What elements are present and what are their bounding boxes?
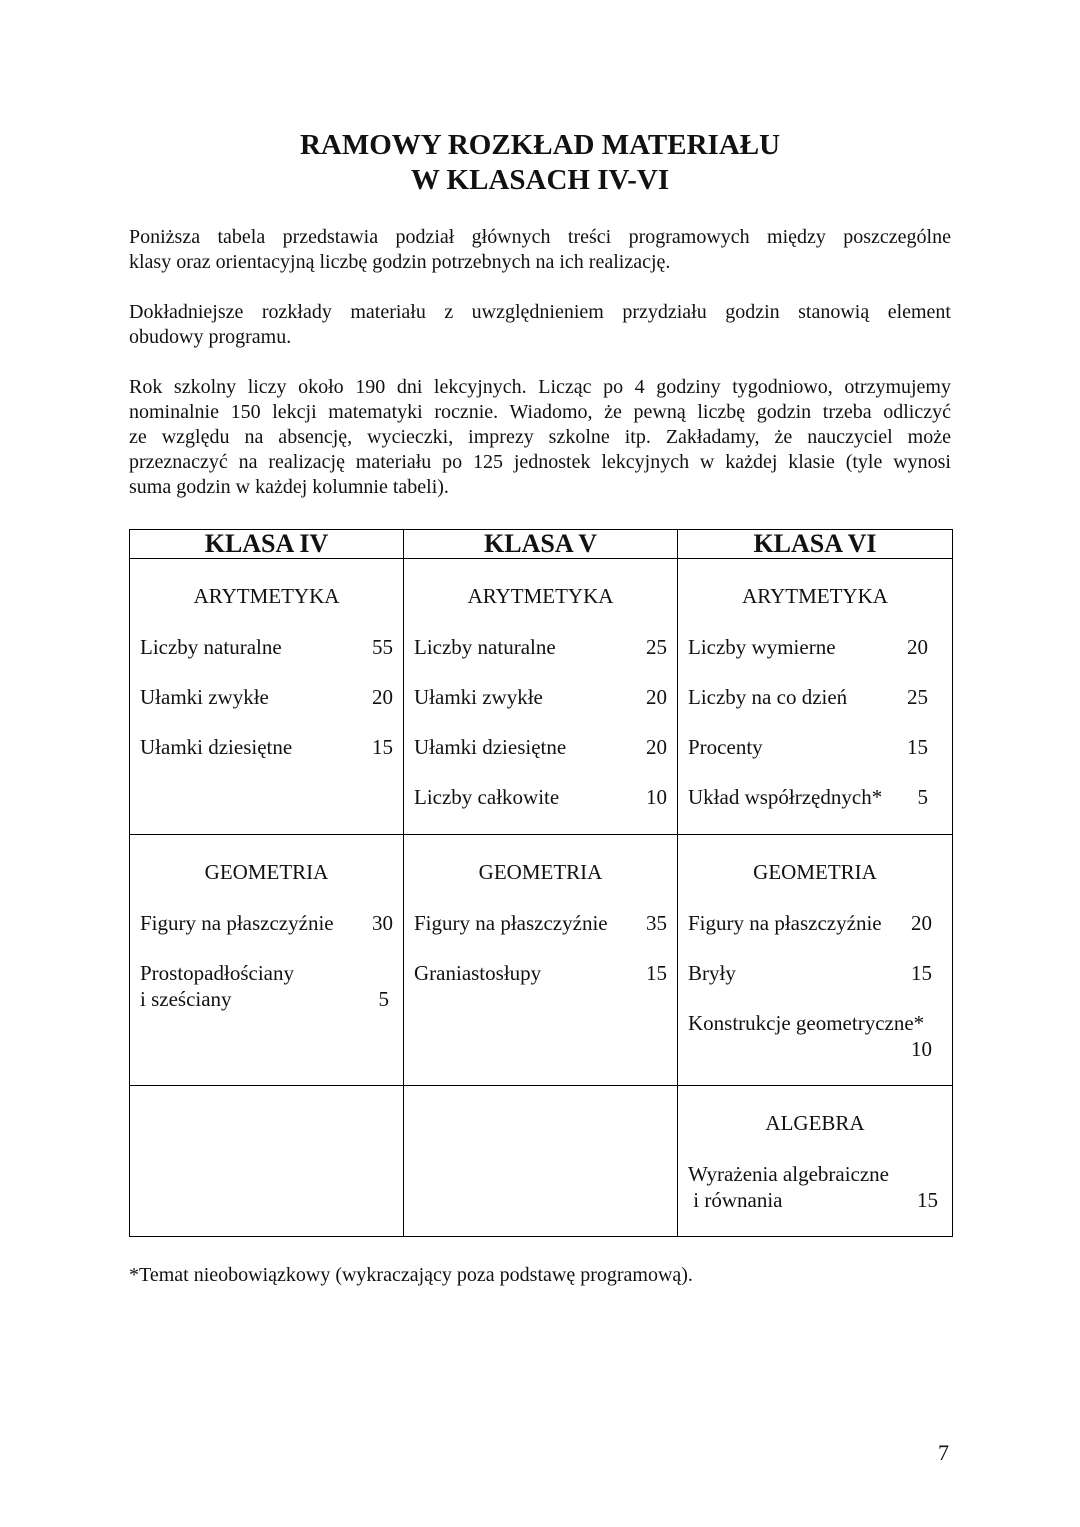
topic-hours: 10: [911, 1037, 932, 1061]
topic-hours: 20: [911, 911, 932, 935]
topic-hours: 15: [372, 735, 393, 759]
topic-name: i równania: [688, 1188, 783, 1212]
topic-hours: 5: [917, 785, 928, 809]
paragraph-1: [129, 225, 951, 275]
topic-hours: 15: [917, 1188, 938, 1212]
k5-geometria-cell: [404, 835, 678, 1086]
topic-hours: 15: [911, 961, 932, 985]
topic-row: [678, 1161, 952, 1213]
topic-row: [130, 684, 403, 710]
topic-hours: 25: [907, 685, 928, 709]
topic-name: Ułamki dziesiętne: [414, 735, 567, 759]
topic-hours: 20: [907, 635, 928, 659]
topic-name: Liczby naturalne: [414, 635, 556, 659]
section-label: ALGEBRA: [765, 1111, 865, 1135]
k6-algebra-cell: [678, 1086, 953, 1237]
topic-row: [404, 734, 677, 760]
topic-hours: 20: [372, 685, 393, 709]
table-header-row: [130, 530, 953, 559]
topic-row: [404, 910, 677, 936]
page-number: 7: [938, 1440, 949, 1465]
k5-empty-cell: [404, 1086, 678, 1237]
k4-empty-cell: [130, 1086, 404, 1237]
topic-hours: 20: [646, 735, 667, 759]
topic-name: Graniastosłupy: [414, 961, 542, 985]
topic-name: Figury na płaszczyźnie: [414, 911, 608, 935]
topic-row: [130, 734, 403, 760]
header-klasa-v: KLASA V: [404, 530, 678, 559]
title-line-1: RAMOWY ROZKŁAD MATERIAŁU: [299, 129, 781, 161]
topic-name: i sześciany: [140, 987, 232, 1011]
topic-row: [678, 734, 952, 760]
topic-row: [404, 684, 677, 710]
topic-name: Figury na płaszczyźnie: [140, 911, 334, 935]
footnote: *Temat nieobowiązkowy (wykraczający poza podstawę programową).: [129, 1264, 693, 1286]
paragraph-3-line: nominalnie 150 lekcji matematyki rocznie. Wiadomo, że pewną liczbę godzin trzeba odliczyć: [129, 401, 951, 423]
topic-hours: 15: [646, 961, 667, 985]
paragraph-3-line: Rok szkolny liczy około 190 dni lekcyjnych. Licząc po 4 godziny tygodniowo, otrzymujemy: [129, 376, 951, 398]
topic-row: [678, 910, 952, 936]
topic-name: Konstrukcje geometryczne*: [688, 1011, 925, 1035]
topic-row: [130, 910, 403, 936]
topic-row: [678, 960, 952, 986]
k4-arytmetyka-cell: [130, 559, 404, 835]
topic-hours: 35: [646, 911, 667, 935]
topic-row: [678, 784, 952, 810]
topic-name: Liczby wymierne: [688, 635, 836, 659]
topic-name: Ułamki dziesiętne: [140, 735, 293, 759]
topic-hours: 20: [646, 685, 667, 709]
topic-name: Procenty: [688, 735, 763, 759]
topic-row: [404, 784, 677, 810]
paragraph-2: [129, 300, 951, 350]
k4-geometria-cell: [130, 835, 404, 1086]
topic-hours: 15: [907, 735, 928, 759]
topic-name: Liczby całkowite: [414, 785, 560, 809]
topic-name: Ułamki zwykłe: [140, 685, 269, 709]
k6-arytmetyka-cell: [678, 559, 953, 835]
topic-row: [678, 1010, 952, 1062]
topic-name: Układ współrzędnych*: [688, 785, 883, 809]
topic-row: [404, 634, 677, 660]
paragraph-1-line: klasy oraz orientacyjną liczbę godzin potrzebnych na ich realizację.: [129, 251, 671, 273]
paragraph-2-line: obudowy programu.: [129, 326, 292, 348]
topic-name: Bryły: [688, 961, 736, 985]
k5-arytmetyka-cell: [404, 559, 678, 835]
topic-hours: 55: [372, 635, 393, 659]
paragraph-3-line: suma godzin w każdej kolumnie tabeli).: [129, 476, 449, 498]
title-line-2: W KLASACH IV-VI: [410, 164, 670, 196]
paragraph-3-line: ze względu na absencję, wycieczki, imprezy szkolne itp. Zakładamy, że nauczyciel może: [129, 426, 951, 448]
geometria-row: [130, 835, 953, 1086]
topic-name: Ułamki zwykłe: [414, 685, 543, 709]
topic-name: Liczby naturalne: [140, 635, 282, 659]
topic-row: [130, 960, 403, 1012]
section-label: ARYTMETYKA: [742, 584, 888, 608]
topic-row: [404, 960, 677, 986]
paragraph-1-line: Poniższa tabela przedstawia podział głównych treści programowych między poszczególne: [129, 226, 951, 248]
header-klasa-iv: KLASA IV: [130, 530, 404, 559]
topic-name: Liczby na co dzień: [688, 685, 848, 709]
algebra-row: [130, 1086, 953, 1237]
topic-name: Figury na płaszczyźnie: [688, 911, 882, 935]
section-label: GEOMETRIA: [478, 860, 603, 884]
topic-row: [678, 634, 952, 660]
page-title: [0, 128, 1080, 198]
paragraph-3: [129, 375, 951, 500]
paragraph-2-line: Dokładniejsze rozkłady materiału z uwzględnieniem przydziału godzin stanowią element: [129, 301, 951, 323]
topic-hours: 30: [372, 911, 393, 935]
topic-hours: 25: [646, 635, 667, 659]
topic-row: [678, 684, 952, 710]
paragraph-3-line: przeznaczyć na realizację materiału po 125 jednostek lekcyjnych w każdej klasie (tyle wynosi: [129, 451, 951, 473]
topic-name: Wyrażenia algebraiczne: [688, 1162, 890, 1186]
section-label: GEOMETRIA: [753, 860, 877, 884]
topic-row: [130, 634, 403, 660]
section-label: ARYTMETYKA: [467, 584, 614, 608]
topic-hours: 5: [378, 987, 389, 1011]
topic-name: Prostopadłościany: [140, 961, 294, 985]
curriculum-table: [129, 529, 953, 1237]
header-klasa-vi: KLASA VI: [678, 530, 953, 559]
arytmetyka-row: [130, 559, 953, 835]
section-label: ARYTMETYKA: [193, 584, 340, 608]
k6-geometria-cell: [678, 835, 953, 1086]
section-label: GEOMETRIA: [204, 860, 329, 884]
topic-hours: 10: [646, 785, 667, 809]
